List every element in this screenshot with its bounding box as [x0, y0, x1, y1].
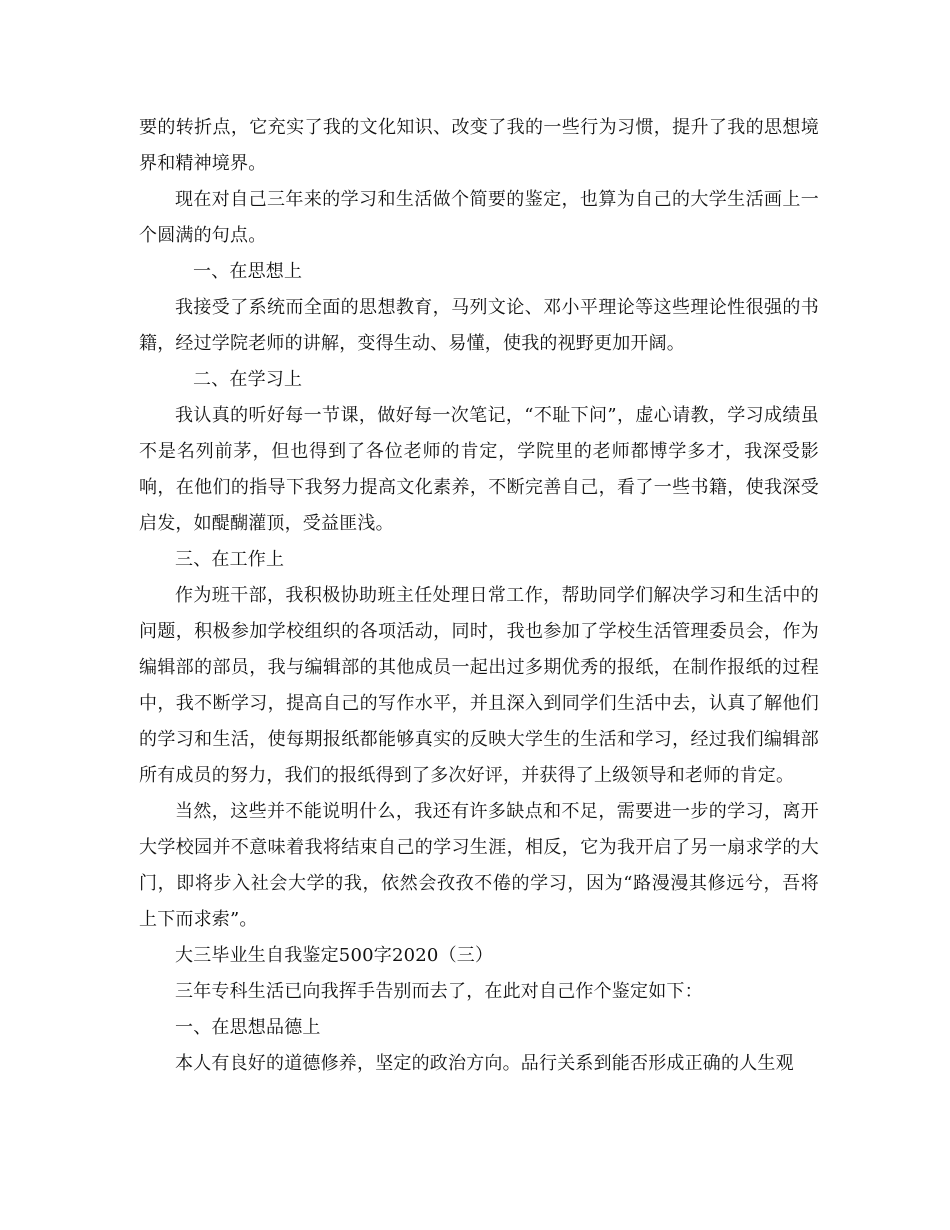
section-heading-thought: 一、在思想上	[193, 261, 303, 282]
paragraph-conclusion: 当然，这些并不能说明什么，我还有许多缺点和不足，需要进一步的学习，离开大学校园并不意味着我将结束自己的学习生涯，相反，它为我开启了另一扇求学的大门，即将步入社会大学的我，依然会孜孜不倦的学习，因为“路漫漫其修远兮，吾将上下而求索”。	[139, 801, 819, 930]
paragraph-continuation: 要的转折点，它充实了我的文化知识、改变了我的一些行为习惯，提升了我的思想境界和精神境界。	[139, 117, 819, 174]
paragraph-moral: 本人有良好的道德修养，坚定的政治方向。品行关系到能否形成正确的人生观	[175, 1053, 794, 1074]
paragraph-thought: 我接受了系统而全面的思想教育，马列文论、邓小平理论等这些理论性很强的书籍，经过学院老师的讲解，变得生动、易懂，使我的视野更加开阔。	[139, 297, 819, 354]
document-body	[139, 110, 819, 1082]
paragraph-study: 我认真的听好每一节课，做好每一次笔记，“不耻下问”，虚心请教，学习成绩虽不是名列前茅，但也得到了各位老师的肯定，学院里的老师都博学多才，我深受影响，在他们的指导下我努力提高文化素养，不断完善自己，看了一些书籍，使我深受启发，如醍醐灌顶，受益匪浅。	[139, 405, 819, 534]
article-title-three: 大三毕业生自我鉴定500字2020（三）	[175, 945, 494, 966]
paragraph-work: 作为班干部，我积极协助班主任处理日常工作，帮助同学们解决学习和生活中的问题，积极参加学校组织的各项活动，同时，我也参加了学校生活管理委员会，作为编辑部的部员，我与编辑部的其他成员一起出过多期优秀的报纸，在制作报纸的过程中，我不断学习，提高自己的写作水平，并且深入到同学们生活中去，认真了解他们的学习和生活，使每期报纸都能够真实的反映大学生的生活和学习，经过我们编辑部所有成员的努力，我们的报纸得到了多次好评，并获得了上级领导和老师的肯定。	[139, 585, 819, 786]
paragraph-summary-intro: 现在对自己三年来的学习和生活做个简要的鉴定，也算为自己的大学生活画上一个圆满的句点。	[139, 189, 819, 246]
section-heading-work: 三、在工作上	[175, 549, 285, 570]
paragraph-intro-three: 三年专科生活已向我挥手告别而去了，在此对自己作个鉴定如下：	[175, 981, 703, 1002]
section-heading-study: 二、在学习上	[193, 369, 303, 390]
section-heading-moral: 一、在思想品德上	[175, 1017, 321, 1038]
